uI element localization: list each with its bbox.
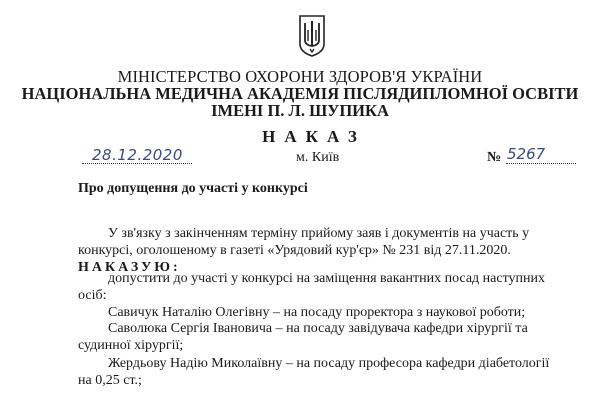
intro-line-2: конкурсі, оголошеному в газеті «Урядовий кур'єр» № 231 від 27.11.2020.: [78, 243, 511, 258]
ukraine-trident-icon: [297, 14, 327, 58]
admit-line-1: допустити до участі у конкурсі на заміщення вакантних посад наступних: [108, 271, 545, 286]
number-underline: [506, 163, 576, 164]
candidate-item-1: Савичук Наталію Олегівну – на посаду проректора з наукової роботи;: [108, 305, 526, 320]
candidate-item-3-line-1: Жердьову Надію Миколаївну – на посаду професора кафедри діабетології: [108, 356, 550, 371]
document-type-heading: НАКАЗ: [262, 127, 366, 146]
order-subject: Про допущення до участі у конкурсі: [78, 181, 308, 196]
candidate-item-2-line-2: судинної хірургії;: [78, 338, 184, 353]
city-label: м. Київ: [296, 150, 340, 165]
order-word: НАКАЗУЮ:: [78, 260, 181, 275]
candidate-item-2-line-1: Саволюка Сергія Івановича – на посаду завідувача кафедри хірургії та: [108, 321, 528, 336]
candidate-item-3-line-2: на 0,25 ст.;: [78, 373, 142, 388]
admit-line-2: осіб:: [78, 288, 107, 303]
number-sign: №: [487, 150, 502, 165]
ministry-title: МІНІСТЕРСТВО ОХОРОНИ ЗДОРОВ'Я УКРАЇНИ: [117, 67, 483, 86]
order-number: 5267: [507, 145, 546, 163]
order-date: 28.12.2020: [92, 146, 183, 164]
academy-named-after: ІМЕНІ П. Л. ШУПИКА: [211, 101, 389, 120]
intro-line-1: У зв'язку з закінченням терміну прийому заяв і документів на участь у: [108, 226, 530, 241]
academy-title: НАЦІОНАЛЬНА МЕДИЧНА АКАДЕМІЯ ПІСЛЯДИПЛОМНОЇ ОСВІТИ: [21, 84, 579, 103]
